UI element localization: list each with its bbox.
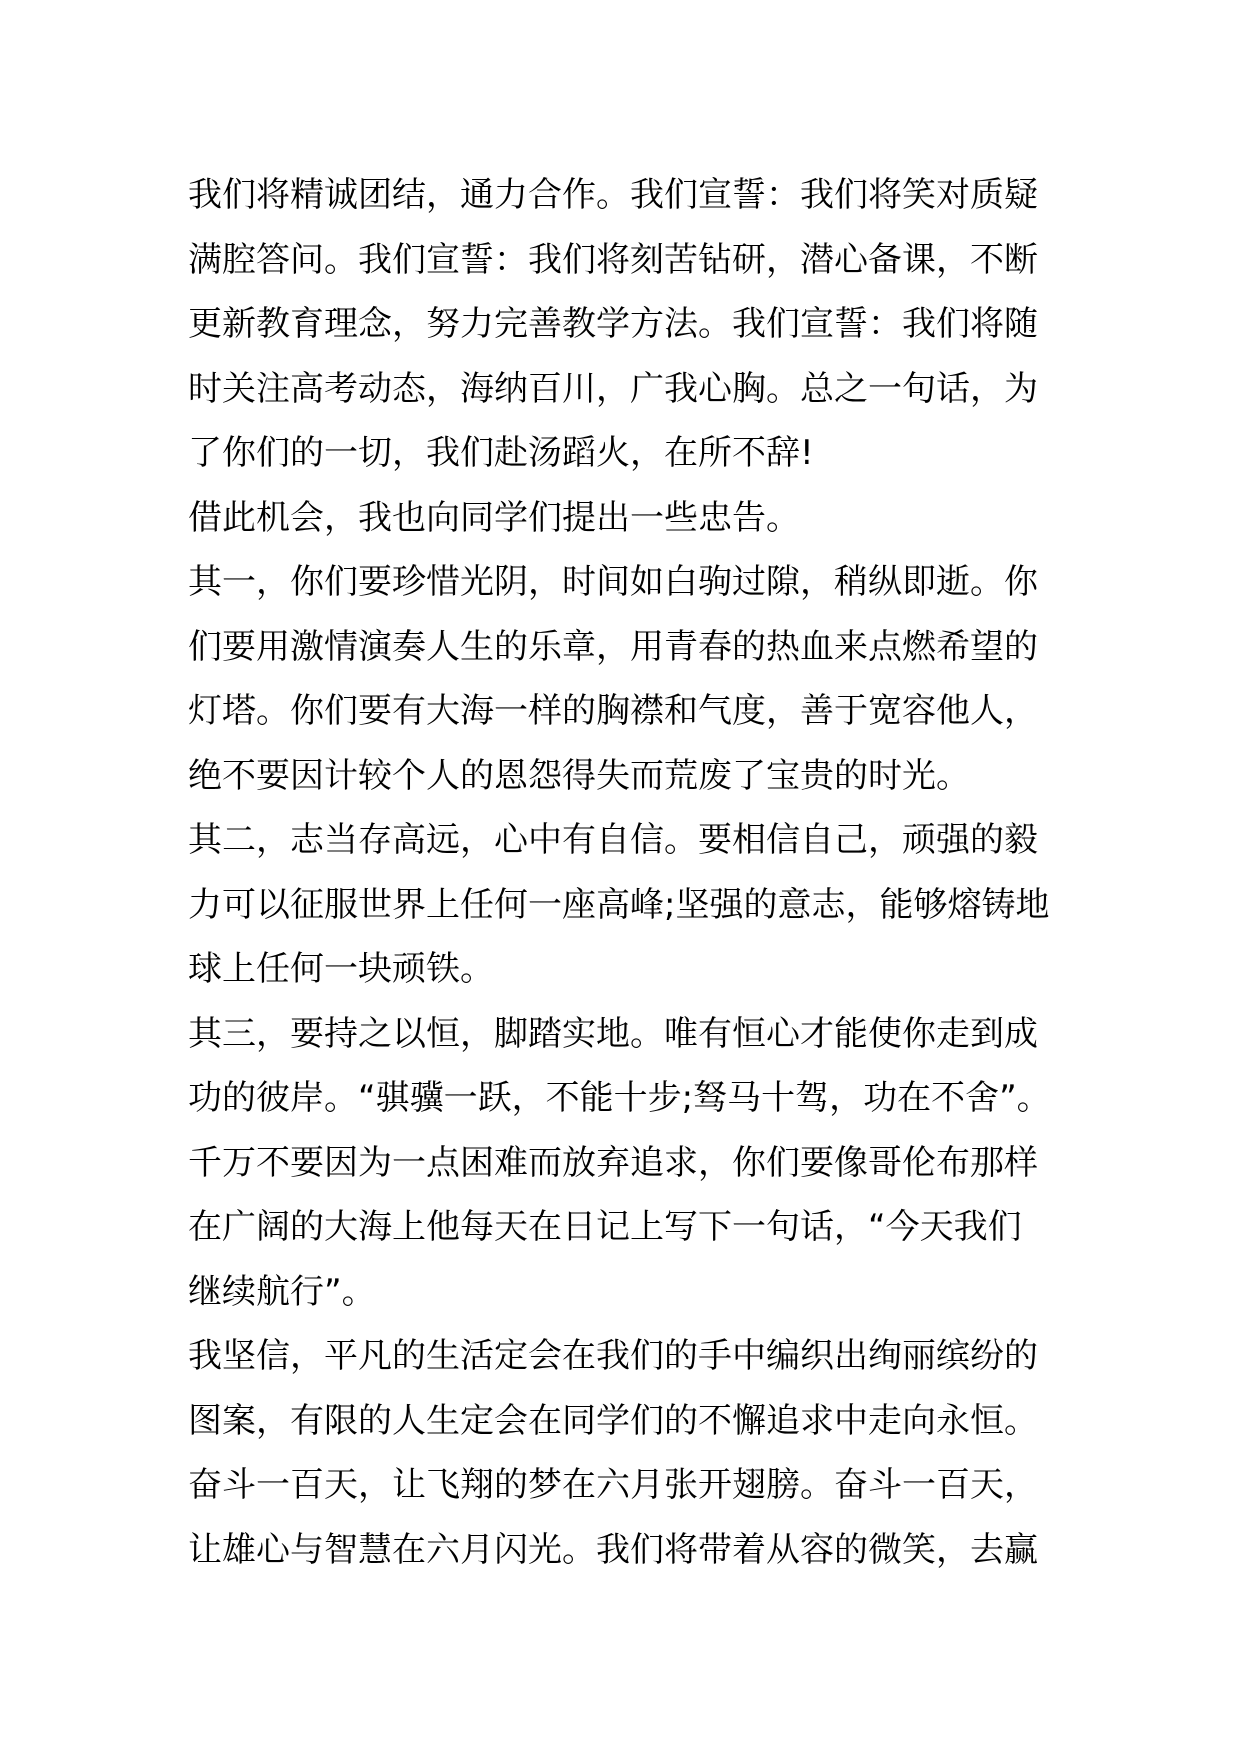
text-line: 我们将精诚团结，通力合作。我们宣誓：我们将笑对质疑 — [188, 175, 1038, 215]
text-line: 让雄心与智慧在六月闪光。我们将带着从容的微笑，去赢 — [188, 1529, 1038, 1570]
text-line: 更新教育理念，努力完善教学方法。我们宣誓：我们将随 — [188, 304, 1038, 344]
text-line: 们要用激情演奏人生的乐章，用青春的热血来点燃希望的 — [188, 626, 1038, 667]
body-text — [188, 163, 1078, 1582]
text-line: 继续航行”。 — [188, 1271, 376, 1312]
text-line: 其一，你们要珍惜光阴，时间如白驹过隙，稍纵即逝。你 — [188, 562, 1038, 602]
text-line: 其二，志当存高远，心中有自信。要相信自己，顽强的毅 — [188, 820, 1038, 860]
text-line: 了你们的一切，我们赴汤蹈火，在所不辞! — [188, 433, 814, 473]
text-line: 功的彼岸。“骐骥一跃，不能十步;驽马十驾，功在不舍”。 — [188, 1078, 1051, 1118]
text-line: 灯塔。你们要有大海一样的胸襟和气度，善于宽容他人， — [188, 691, 1038, 731]
text-line: 力可以征服世界上任何一座高峰;坚强的意志，能够熔铸地 — [188, 884, 1050, 925]
text-line: 千万不要因为一点困难而放弃追求，你们要像哥伦布那样 — [188, 1142, 1038, 1183]
text-line: 在广阔的大海上他每天在日记上写下一句话，“今天我们 — [188, 1207, 1022, 1247]
text-line: 球上任何一块顽铁。 — [188, 949, 494, 989]
text-line: 奋斗一百天，让飞翔的梦在六月张开翅膀。奋斗一百天， — [188, 1465, 1038, 1505]
text-line: 我坚信，平凡的生活定会在我们的手中编织出绚丽缤纷的 — [188, 1336, 1038, 1376]
text-line: 时关注高考动态，海纳百川，广我心胸。总之一句话，为 — [188, 368, 1038, 409]
text-line: 绝不要因计较个人的恩怨得失而荒废了宝贵的时光。 — [188, 755, 970, 796]
text-line: 借此机会，我也向同学们提出一些忠告。 — [188, 497, 800, 538]
text-line: 图案，有限的人生定会在同学们的不懈追求中走向永恒。 — [188, 1400, 1038, 1441]
text-line: 满腔答问。我们宣誓：我们将刻苦钻研，潜心备课，不断 — [188, 239, 1038, 280]
text-line: 其三，要持之以恒，脚踏实地。唯有恒心才能使你走到成 — [188, 1013, 1038, 1054]
